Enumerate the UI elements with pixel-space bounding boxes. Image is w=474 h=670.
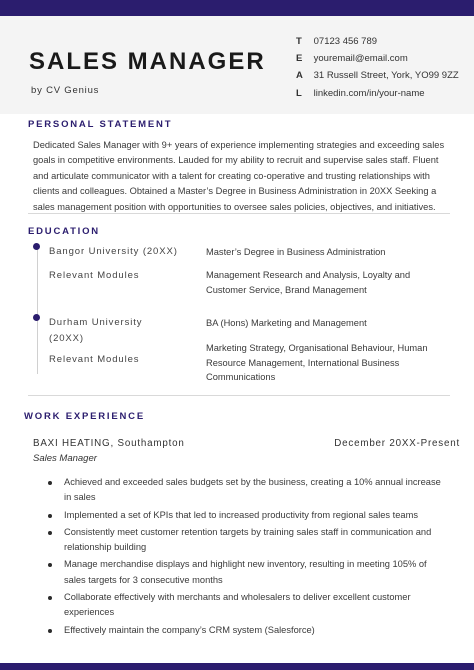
bullet-text: Effectively maintain the company’s CRM system (Salesforce) <box>64 624 315 635</box>
job-dates: December 20XX-Present <box>334 438 460 449</box>
contact-phone <box>296 36 377 47</box>
personal-statement-text: Dedicated Sales Manager with 9+ years of experience implementing strategies and exceeding sales goals in competitive environments. Lauded for my ability to recruit and supervise sales staff. Fluent and articulate communicator with a talent for creating co-operative and trusting relationships with clients and colleagues. Obtained a Master’s Degree in Business Administration in 20XX Seeking a sales management position with opportunities to oversee sales policies, objectives, and initiatives. <box>33 140 445 212</box>
contact-email-key: E <box>296 53 303 64</box>
contact-email-value: youremail@email.com <box>313 53 408 64</box>
section-title-personal-statement: PERSONAL STATEMENT <box>28 119 173 130</box>
bullet-text: Manage merchandise displays and highlight new inventory, resulting in meeting 105% of sales targets for 3 consecutive months <box>64 559 427 585</box>
resume-title: SALES MANAGER <box>29 48 266 75</box>
bullet-icon <box>48 563 52 567</box>
contact-linkedin <box>296 88 425 99</box>
bullet-icon <box>48 514 52 518</box>
education-modules: Marketing Strategy, Organisational Behaviour, Human Resource Management, International Business Communications <box>206 343 428 382</box>
education-timeline-line <box>37 246 38 374</box>
job-bullet-list <box>48 475 448 640</box>
section-divider <box>28 395 450 396</box>
job-company: BAXI HEATING, Southampton <box>33 438 185 449</box>
list-item <box>48 590 448 621</box>
contact-phone-key: T <box>296 36 302 47</box>
contact-address <box>296 70 459 81</box>
contact-address-key: A <box>296 70 303 81</box>
bullet-icon <box>48 596 52 600</box>
bottom-accent-bar <box>0 663 474 670</box>
contact-address-value: 31 Russell Street, York, YO99 9ZZ <box>313 70 459 81</box>
education-modules-label: Relevant Modules <box>49 354 140 365</box>
section-title-education: EDUCATION <box>28 226 100 237</box>
job-role: Sales Manager <box>33 453 97 464</box>
education-degree: Master’s Degree in Business Administration <box>206 247 386 257</box>
education-institution: Durham University (20XX) <box>49 317 143 344</box>
contact-phone-value: 07123 456 789 <box>313 36 378 47</box>
list-item <box>48 475 448 506</box>
education-degree: BA (Hons) Marketing and Management <box>206 318 367 328</box>
bullet-text: Implemented a set of KPIs that led to increased productivity from regional sales teams <box>64 509 418 520</box>
timeline-dot <box>33 314 40 321</box>
bullet-icon <box>48 481 52 485</box>
bullet-text: Consistently meet customer retention targets by training sales staff in communication and relationship building <box>64 526 432 553</box>
byline: by CV Genius <box>31 85 100 96</box>
bullet-text: Achieved and exceeded sales budgets set by the business, creating a 10% annual increase in sales <box>64 477 441 503</box>
bullet-text: Collaborate effectively with merchants and wholesalers to deliver excellent customer experiences <box>64 592 411 618</box>
list-item <box>48 525 448 556</box>
section-title-work-experience: WORK EXPERIENCE <box>24 411 145 422</box>
contact-linkedin-key: L <box>296 88 302 99</box>
top-accent-bar <box>0 0 474 16</box>
list-item <box>48 623 448 638</box>
contact-linkedin-value: linkedin.com/in/your-name <box>313 88 425 99</box>
section-divider <box>28 213 450 214</box>
bullet-icon <box>48 629 52 633</box>
education-modules-label: Relevant Modules <box>49 270 140 281</box>
timeline-dot <box>33 243 40 250</box>
education-modules: Management Research and Analysis, Loyalty and Customer Service, Brand Management <box>206 270 411 295</box>
contact-email <box>296 53 408 64</box>
list-item <box>48 557 448 588</box>
bullet-icon <box>48 531 52 535</box>
list-item <box>48 508 448 523</box>
education-institution: Bangor University (20XX) <box>49 246 178 257</box>
